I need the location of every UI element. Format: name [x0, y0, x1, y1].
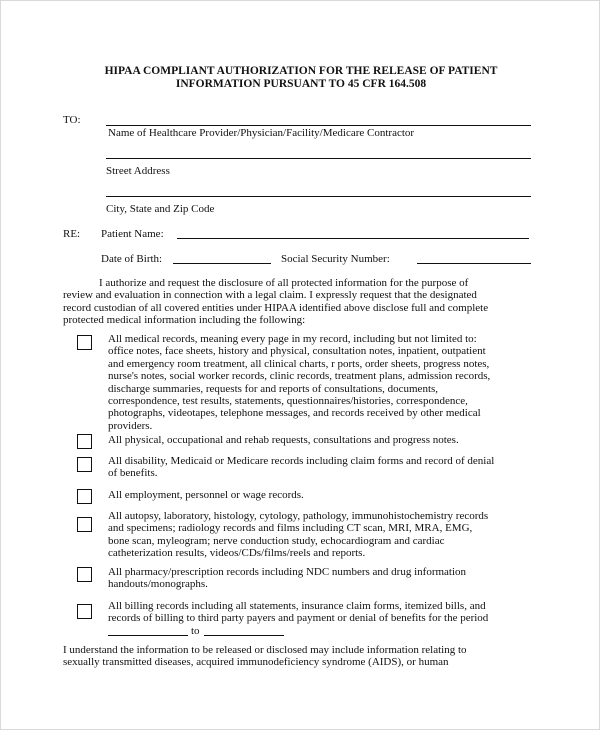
item-line: All employment, personnel or wage records.: [108, 489, 304, 501]
item-line: bone scan, myleogram; nerve conduction study, echocardiogram and cardiac: [108, 534, 445, 547]
item-line: All billing records including all statements, insurance claim forms, itemized bills, and: [108, 600, 486, 612]
to-label: TO:: [63, 114, 81, 126]
dob-field[interactable]: [173, 263, 271, 264]
physical-rehab-item: [108, 434, 459, 446]
city-state-zip-label: City, State and Zip Code: [106, 203, 215, 215]
item-line: All autopsy, laboratory, histology, cytology, pathology, immunohistochemistry records: [108, 510, 489, 522]
intro-line: record custodian of all covered entities under HIPAA identified above disclose full and complete: [63, 301, 489, 314]
item-line: All disability, Medicaid or Medicare records including claim forms and record of denial: [108, 455, 495, 467]
intro-line: protected medical information including the following:: [63, 314, 306, 327]
medical-records-checkbox[interactable]: [77, 335, 92, 350]
item-line: catheterization results, videos/CDs/films/reels and reports.: [108, 547, 366, 560]
intro-paragraph: [63, 277, 488, 327]
item-line: of benefits.: [108, 467, 158, 480]
item-line: records of billing to third party payers and payment or denial of benefits for the period: [108, 612, 489, 625]
item-line: nurse's notes, social worker records, clinic records, treatment plans, admission records,: [108, 370, 491, 383]
employment-records-checkbox[interactable]: [77, 489, 92, 504]
city-state-zip-field[interactable]: [106, 196, 531, 197]
billing-period-to-label: to: [191, 624, 200, 637]
billing-period-row: [108, 625, 488, 637]
autopsy-lab-checkbox[interactable]: [77, 517, 92, 532]
pharmacy-records-item: [108, 566, 466, 591]
billing-period-start-field[interactable]: [108, 635, 188, 636]
item-line: discharge summaries, requests for and reports of consultations, documents,: [108, 382, 439, 395]
autopsy-lab-item: [108, 510, 488, 560]
street-address-label: Street Address: [106, 165, 170, 177]
ssn-label: Social Security Number:: [281, 253, 390, 265]
street-address-field[interactable]: [106, 158, 531, 159]
item-line: All physical, occupational and rehab requests, consultations and progress notes.: [108, 434, 459, 446]
closing-paragraph: [63, 644, 467, 669]
ssn-field[interactable]: [417, 263, 531, 264]
form-title-line-2: INFORMATION PURSUANT TO 45 CFR 164.508: [175, 78, 427, 90]
item-line: handouts/monographs.: [108, 578, 208, 591]
dob-label: Date of Birth:: [101, 253, 163, 265]
item-line: and specimens; radiology records and films including CT scan, MRI, MRA, EMG,: [108, 522, 473, 535]
intro-line: review and evaluation in connection with a legal claim. I expressly request that the designated: [63, 289, 477, 302]
provider-name-label: Name of Healthcare Provider/Physician/Facility/Medicare Contractor: [108, 127, 415, 139]
disability-records-item: [108, 455, 494, 480]
patient-name-label: Patient Name:: [101, 228, 164, 240]
billing-records-item: [108, 600, 488, 637]
item-line: providers.: [108, 419, 153, 432]
medical-records-item: [108, 333, 490, 432]
item-line: office notes, face sheets, history and physical, consultation notes, inpatient, outpatient: [108, 345, 486, 358]
patient-name-field[interactable]: [177, 238, 529, 239]
physical-rehab-checkbox[interactable]: [77, 434, 92, 449]
pharmacy-records-checkbox[interactable]: [77, 567, 92, 582]
form-title-line-1: HIPAA COMPLIANT AUTHORIZATION FOR THE RELEASE OF PATIENT: [104, 65, 498, 77]
item-line: photographs, videotapes, telephone messages, and records received by other medical: [108, 407, 481, 420]
closing-line: I understand the information to be released or disclosed may include information relating to: [63, 644, 467, 656]
disability-records-checkbox[interactable]: [77, 457, 92, 472]
billing-records-checkbox[interactable]: [77, 604, 92, 619]
re-label: RE:: [63, 228, 81, 240]
intro-line: I authorize and request the disclosure of all protected information for the purpose of: [99, 277, 469, 289]
item-line: All pharmacy/prescription records including NDC numbers and drug information: [108, 566, 467, 578]
item-line: All medical records, meaning every page in my record, including but not limited to:: [108, 333, 477, 345]
provider-name-field[interactable]: [106, 125, 531, 126]
item-line: correspondence, test results, statements, questionnaires/histories, correspondence,: [108, 395, 468, 408]
item-line: and emergency room treatment, all clinical charts, r ports, order sheets, progress notes,: [108, 357, 490, 370]
employment-records-item: [108, 489, 304, 501]
billing-period-end-field[interactable]: [204, 635, 284, 636]
closing-line: sexually transmitted diseases, acquired immunodeficiency syndrome (AIDS), or human: [63, 656, 449, 669]
